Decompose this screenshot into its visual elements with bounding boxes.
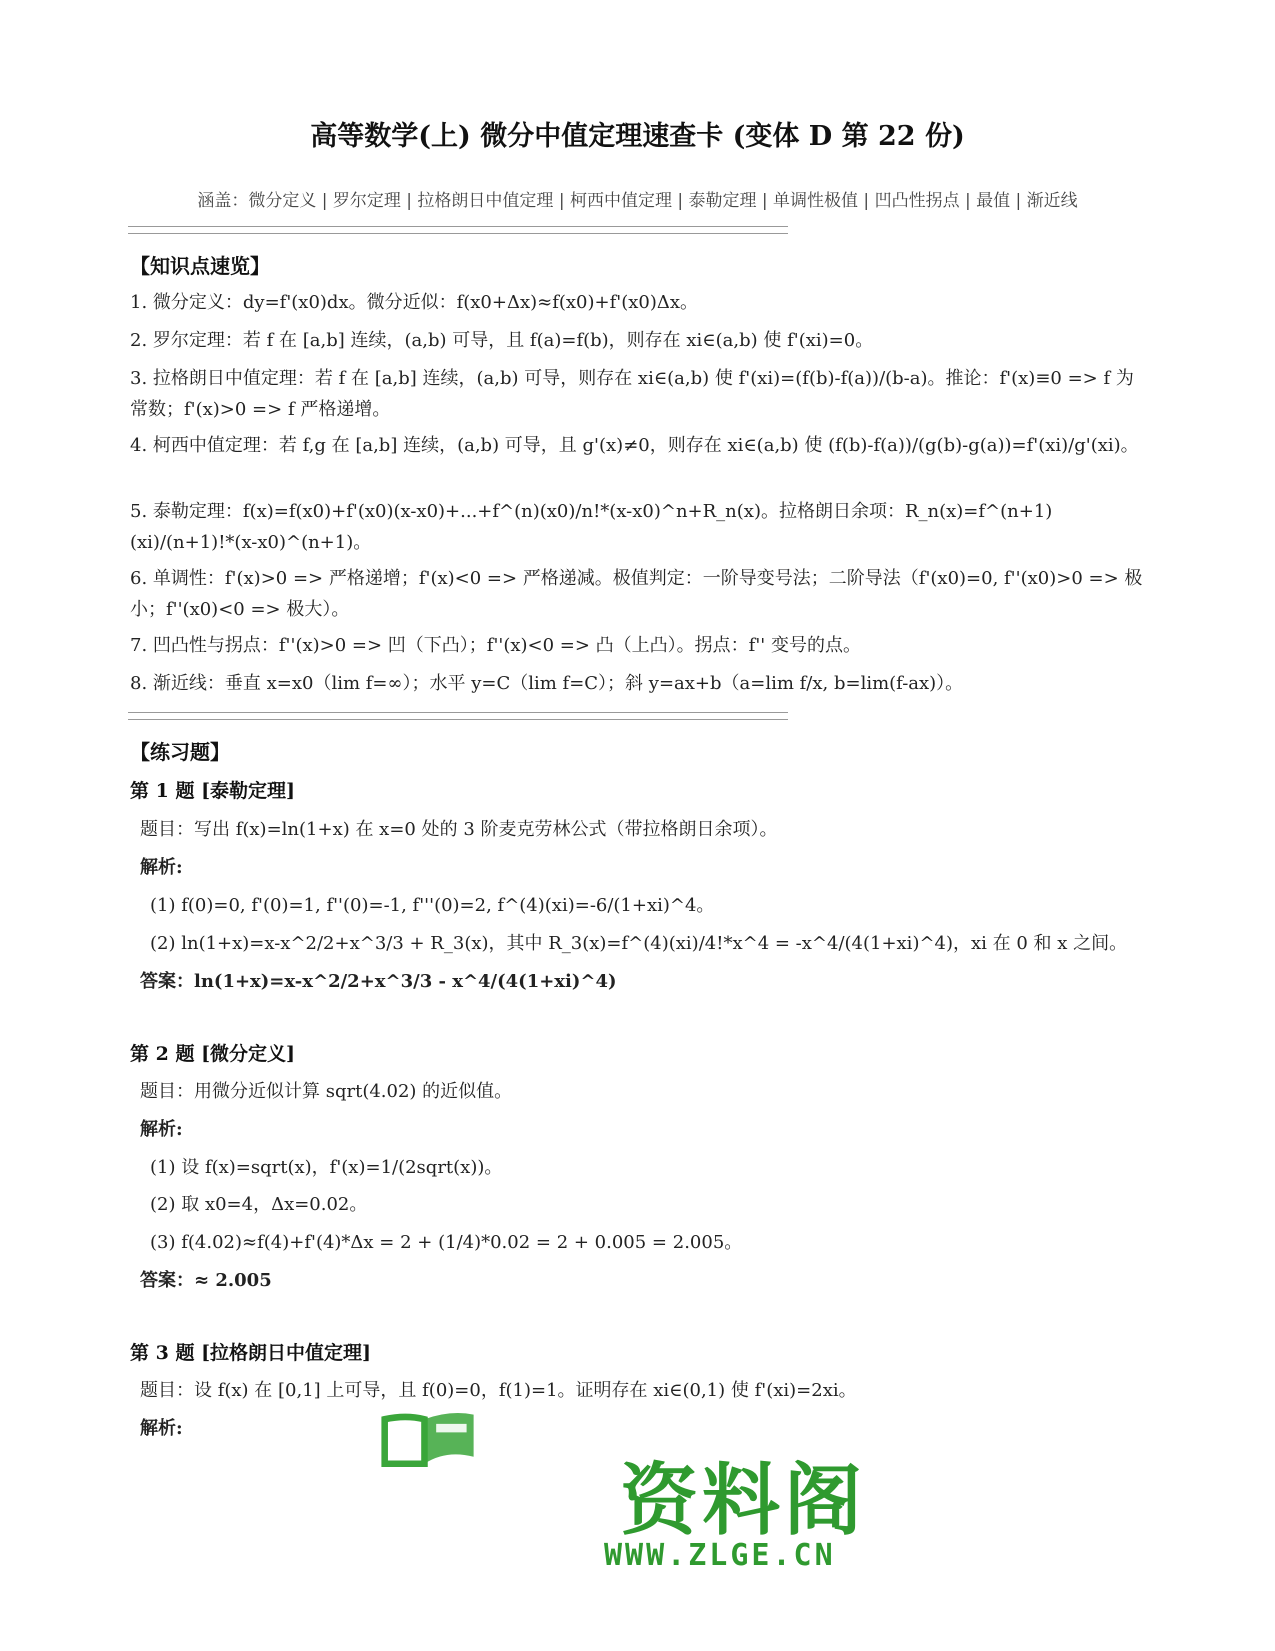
knowledge-item: 3. 拉格朗日中值定理：若 f 在 [a,b] 连续，(a,b) 可导，则存在 xi∈(a,b) 使 f'(xi)=(f(b)-f(a))/(b-a)。推论：f'(x)≡0 => f 为常数；f'(x)>0 => f 严格递增。 xyxy=(130,368,1134,420)
question-title: 第 3 题 [拉格朗日中值定理] xyxy=(130,1342,372,1364)
analysis-label: 解析: xyxy=(140,1119,183,1140)
knowledge-item: 8. 渐近线：垂直 x=x0（lim f=∞）；水平 y=C（lim f=C）；斜 y=ax+b（a=lim f/x, b=lim(f-ax)）。 xyxy=(130,673,964,694)
watermark-book-icon xyxy=(380,1380,600,1510)
analysis-step: (1) f(0)=0, f'(0)=1, f''(0)=-1, f'''(0)=2, f^(4)(xi)=-6/(1+xi)^4。 xyxy=(150,895,715,916)
analysis-step: (2) 取 x0=4，Δx=0.02。 xyxy=(150,1194,368,1215)
knowledge-item: 4. 柯西中值定理：若 f,g 在 [a,b] 连续，(a,b) 可导，且 g'(x)≠0，则存在 xi∈(a,b) 使 (f(b)-f(a))/(g(b)-g(a))=f'(xi)/g'(xi)。 xyxy=(130,435,1139,456)
analysis-step: (3) f(4.02)≈f(4)+f'(4)*Δx = 2 + (1/4)*0.02 = 2 + 0.005 = 2.005。 xyxy=(150,1232,743,1253)
question-text: 题目：写出 f(x)=ln(1+x) 在 x=0 处的 3 阶麦克劳林公式（带拉格朗日余项）。 xyxy=(140,819,778,840)
watermark-url: WWW.ZLGE.CN xyxy=(604,1538,836,1573)
analysis-step: (2) ln(1+x)=x-x^2/2+x^3/3 + R_3(x)，其中 R_3(x)=f^(4)(xi)/4!*x^4 = -x^4/(4(1+xi)^4)，xi 在 0 和 x 之间。 xyxy=(150,933,1128,954)
analysis-step: (1) 设 f(x)=sqrt(x)，f'(x)=1/(2sqrt(x))。 xyxy=(150,1157,503,1178)
analysis-label: 解析: xyxy=(140,1418,183,1439)
analysis-label: 解析: xyxy=(140,857,183,878)
page-title: 高等数学(上) 微分中值定理速查卡 (变体 D 第 22 份) xyxy=(310,121,965,152)
knowledge-item: 5. 泰勒定理：f(x)=f(x0)+f'(x0)(x-x0)+...+f^(n)(x0)/n!*(x-x0)^n+R_n(x)。拉格朗日余项：R_n(x)=f^(n+1)(xi)/(n+1)!*(x-x0)^(n+1)。 xyxy=(130,501,1053,553)
knowledge-item: 1. 微分定义：dy=f'(x0)dx。微分近似：f(x0+Δx)≈f(x0)+f'(x0)Δx。 xyxy=(130,292,699,313)
question-title: 第 2 题 [微分定义] xyxy=(130,1043,296,1065)
question-title: 第 1 题 [泰勒定理] xyxy=(130,780,296,802)
page-subtitle: 涵盖：微分定义 | 罗尔定理 | 拉格朗日中值定理 | 柯西中值定理 | 泰勒定理 | 单调性极值 | 凹凸性拐点 | 最值 | 渐近线 xyxy=(197,191,1078,211)
answer: 答案：ln(1+x)=x-x^2/2+x^3/3 - x^4/(4(1+xi)^4) xyxy=(140,971,617,992)
divider xyxy=(128,712,788,720)
knowledge-item: 2. 罗尔定理：若 f 在 [a,b] 连续，(a,b) 可导，且 f(a)=f(b)，则存在 xi∈(a,b) 使 f'(xi)=0。 xyxy=(130,330,874,351)
knowledge-item: 7. 凹凸性与拐点：f''(x)>0 => 凹（下凸）；f''(x)<0 => 凸（上凸）。拐点：f'' 变号的点。 xyxy=(130,635,861,656)
knowledge-item: 6. 单调性：f'(x)>0 => 严格递增；f'(x)<0 => 严格递减。极值判定：一阶导变号法；二阶导法（f'(x0)=0, f''(x0)>0 => 极小；f''(x0)<0 => 极大）。 xyxy=(130,568,1143,620)
knowledge-section-title: 【知识点速览】 xyxy=(130,254,270,278)
answer: 答案：≈ 2.005 xyxy=(140,1270,272,1291)
divider xyxy=(128,226,788,234)
watermark-brand: 资料阁 xyxy=(620,1456,867,1546)
question-text: 题目：设 f(x) 在 [0,1] 上可导，且 f(0)=0，f(1)=1。证明存在 xi∈(0,1) 使 f'(xi)=2xi。 xyxy=(140,1380,857,1401)
practice-section-title: 【练习题】 xyxy=(130,740,230,764)
question-text: 题目：用微分近似计算 sqrt(4.02) 的近似值。 xyxy=(140,1081,513,1102)
